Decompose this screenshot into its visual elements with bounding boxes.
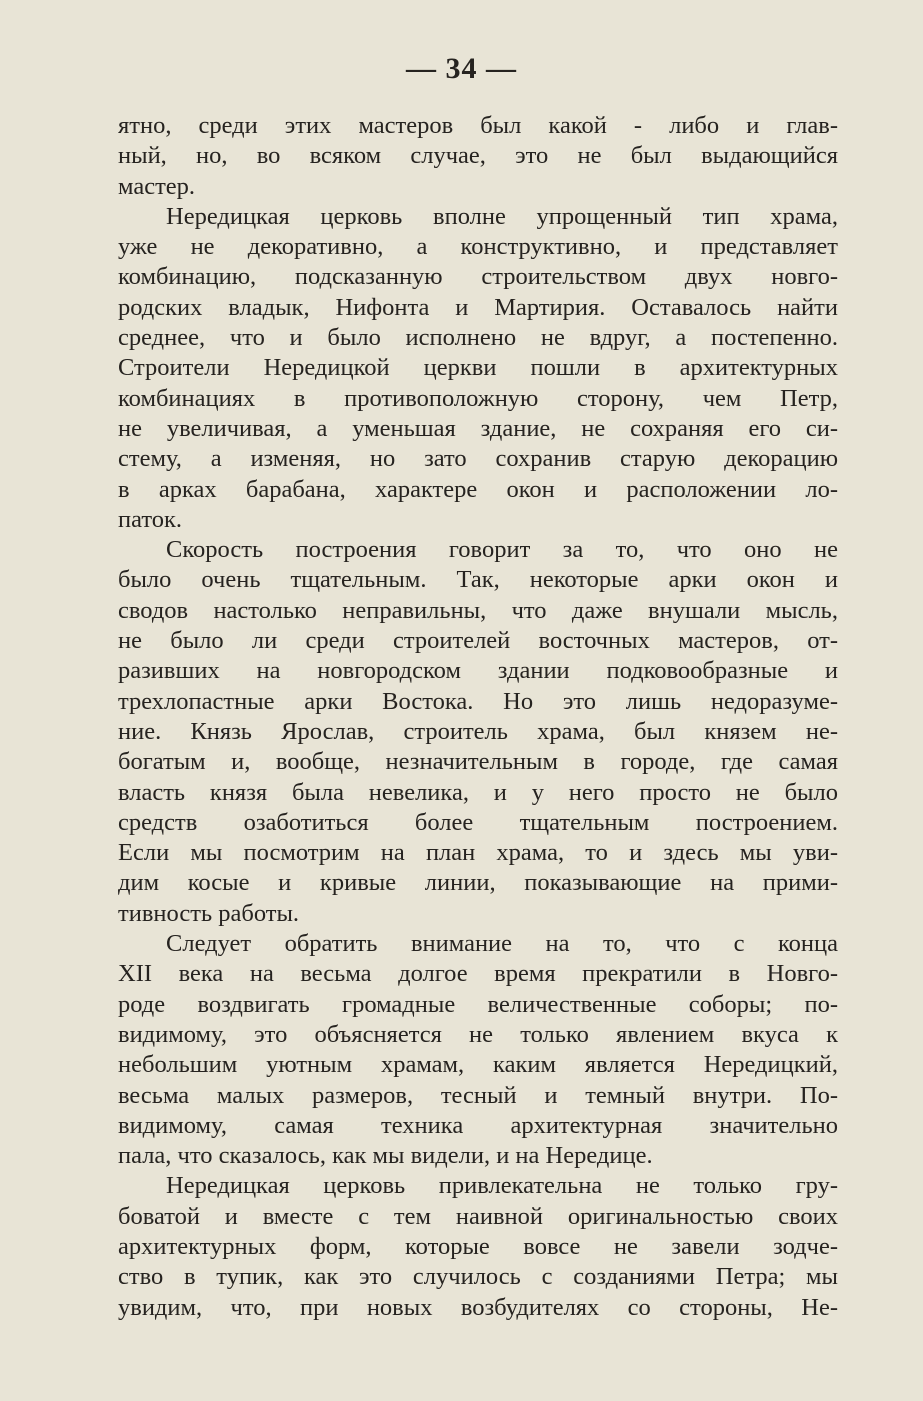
text-line: увидим, что, при новых возбудителях со стороны, Не-: [118, 1293, 838, 1321]
text-line: в арках барабана, характере окон и расположении ло-: [118, 475, 838, 503]
text-line: средств озаботиться более тщательным построением.: [118, 808, 838, 836]
text-line: богатым и, вообще, незначительным в городе, где самая: [118, 748, 838, 776]
text-line: тивность работы.: [118, 899, 300, 927]
text-line: Следует обратить внимание на то, что с конца: [166, 930, 838, 958]
text-line: разивших на новгородском здании подковообразные и: [118, 657, 838, 685]
text-line: Строители Нередицкой церкви пошли в архитектурных: [118, 354, 838, 382]
page-number: — 34 —: [406, 52, 517, 85]
text-line: Нередицкая церковь вполне упрощенный тип храма,: [166, 202, 838, 230]
text-line: власть князя была невелика, и у него просто не было: [118, 778, 838, 806]
text-line: паток.: [118, 505, 183, 533]
text-line: ние. Князь Ярослав, строитель храма, был князем не-: [118, 717, 838, 745]
text-line: сводов настолько неправильны, что даже внушали мысль,: [118, 596, 838, 624]
text-line: родских владык, Нифонта и Мартирия. Оставалось найти: [118, 293, 838, 321]
text-line: было очень тщательным. Так, некоторые арки окон и: [118, 566, 838, 594]
text-line: видимому, это объясняется не только явлением вкуса к: [118, 1020, 838, 1048]
text-line: комбинациях в противоположную сторону, чем Петр,: [118, 384, 838, 412]
text-line: небольшим уютным храмам, каким является Нередицкий,: [118, 1051, 838, 1079]
text-line: не увеличивая, а уменьшая здание, не сохраняя его си-: [118, 414, 838, 442]
text-line: Если мы посмотрим на план храма, то и здесь мы уви-: [118, 839, 838, 867]
text-line: ятно, среди этих мастеров был какой - либо и глав-: [118, 112, 838, 139]
text-line: дим косые и кривые линии, показывающие на прими-: [118, 869, 838, 897]
text-line: не было ли среди строителей восточных мастеров, от-: [118, 627, 838, 655]
text-line: Нередицкая церковь привлекательна не только гру-: [166, 1172, 838, 1200]
text-line: архитектурных форм, которые вовсе не завели зодче-: [118, 1232, 838, 1260]
text-line: пала, что сказалось, как мы видели, и на Нередице.: [118, 1142, 653, 1170]
text-line: трехлопастные арки Востока. Но это лишь недоразуме-: [118, 687, 838, 715]
body-text: [118, 111, 838, 1323]
text-line: уже не декоративно, а конструктивно, и представляет: [118, 233, 838, 261]
text-line: стему, а изменяя, но зато сохранив старую декорацию: [118, 445, 838, 473]
text-line: весьма малых размеров, тесный и темный внутри. По-: [118, 1081, 838, 1109]
text-line: видимому, самая техника архитектурная значительно: [118, 1111, 838, 1139]
text-line: боватой и вместе с тем наивной оригинальностью своих: [118, 1202, 838, 1230]
text-line: XII века на весьма долгое время прекратили в Новго-: [118, 960, 838, 988]
text-line: роде воздвигать громадные величественные соборы; по-: [118, 990, 838, 1018]
text-line: ство в тупик, как это случилось с созданиями Петра; мы: [118, 1263, 838, 1291]
text-line: Скорость построения говорит за то, что оно не: [166, 536, 838, 564]
text-line: комбинацию, подсказанную строительством двух новго-: [118, 263, 838, 291]
text-line: среднее, что и было исполнено не вдруг, а постепенно.: [118, 324, 838, 352]
text-line: ный, но, во всяком случае, это не был выдающийся: [118, 142, 838, 170]
text-line: мастер.: [118, 172, 196, 200]
